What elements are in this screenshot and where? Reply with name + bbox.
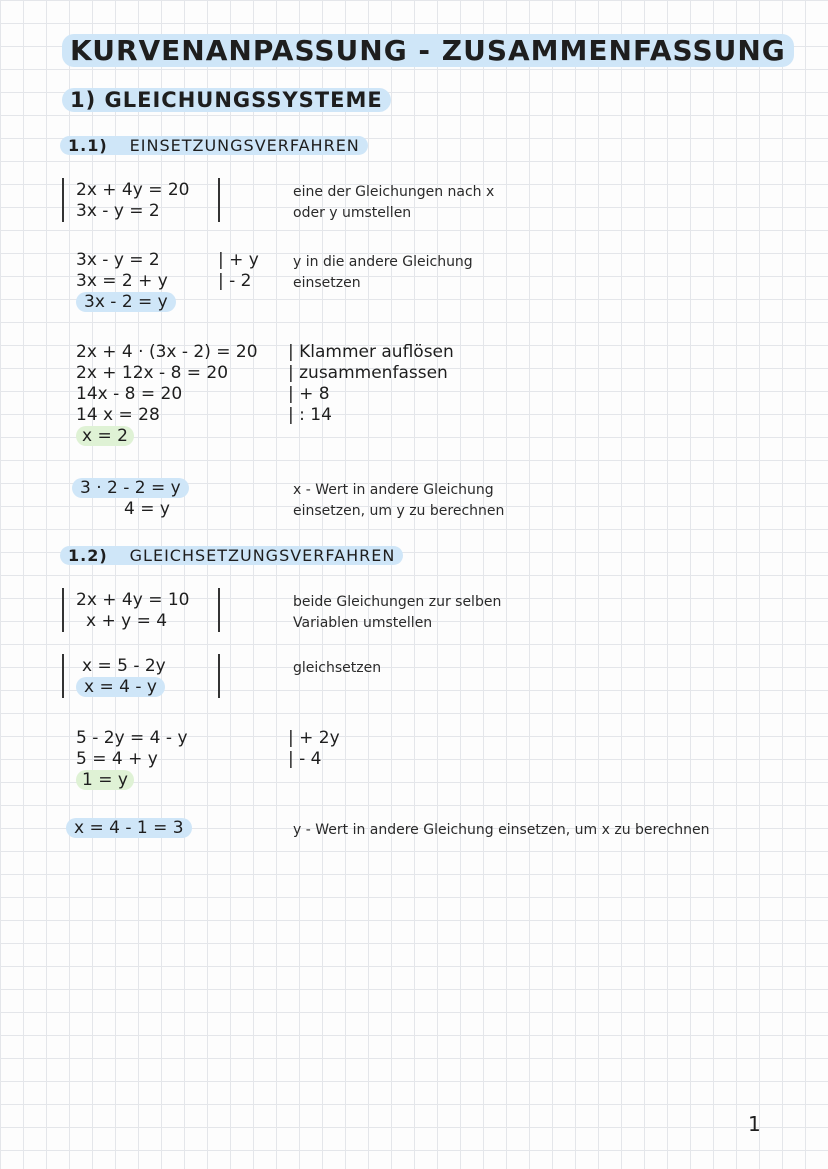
solve-y-operations: | + y | - 2 (218, 250, 259, 291)
solve-y-steps-2: 5 - 2y = 4 - y 5 = 4 + y 1 = y (76, 728, 188, 790)
subsection-heading-einsetzung: 1.1) EINSETZUNGSVERFAHREN (60, 136, 368, 155)
system3-bracket-right (218, 654, 220, 698)
equation-system: 2x + 4y = 20 3x - y = 2 (76, 180, 190, 221)
compute-y-note: x - Wert in andere Gleichung einsetzen, um y zu berechnen (293, 482, 505, 519)
compute-x: x = 4 - 1 = 3 (66, 818, 192, 839)
equate-note: gleichsetzen (293, 660, 382, 676)
system2-note: beide Gleichungen zur selben Variablen umstellen (293, 594, 502, 631)
result-y-expression: 3x - 2 = y (76, 292, 176, 312)
system-bracket-right (218, 178, 220, 222)
system2-bracket-left (62, 588, 64, 632)
compute-x-note: y - Wert in andere Gleichung einsetzen, um x zu berechnen (293, 822, 710, 838)
section-heading: 1) GLEICHUNGSSYSTEME (62, 88, 391, 112)
page-number: 1 (748, 1112, 761, 1136)
page-title: KURVENANPASSUNG - ZUSAMMENFASSUNG (62, 34, 794, 67)
system3-bracket-left (62, 654, 64, 698)
solve-x-operations: | Klammer auflösen | zusammenfassen | + 8 | : 14 (288, 342, 454, 425)
subsection-heading-gleichsetzung: 1.2) GLEICHSETZUNGSVERFAHREN (60, 546, 403, 565)
system-note: eine der Gleichungen nach x oder y umstellen (293, 184, 495, 221)
rearranged-system: x = 5 - 2y x = 4 - y (76, 656, 166, 698)
substitute-note: y in die andere Gleichung einsetzen (293, 254, 473, 291)
solve-y-steps: 3x - y = 2 3x = 2 + y 3x - 2 = y (76, 250, 176, 313)
system-bracket-left (62, 178, 64, 222)
result-x: x = 2 (76, 426, 134, 446)
solve-x-steps: 2x + 4 · (3x - 2) = 20 2x + 12x - 8 = 20 14x - 8 = 20 14 x = 28 x = 2 (76, 342, 258, 446)
system2-bracket-right (218, 588, 220, 632)
solve-y-operations-2: | + 2y | - 4 (288, 728, 340, 769)
result-y: 1 = y (76, 770, 134, 790)
compute-y: 3 · 2 - 2 = y 4 = y (72, 478, 189, 520)
equation-system-2: 2x + 4y = 10 x + y = 4 (76, 590, 190, 631)
